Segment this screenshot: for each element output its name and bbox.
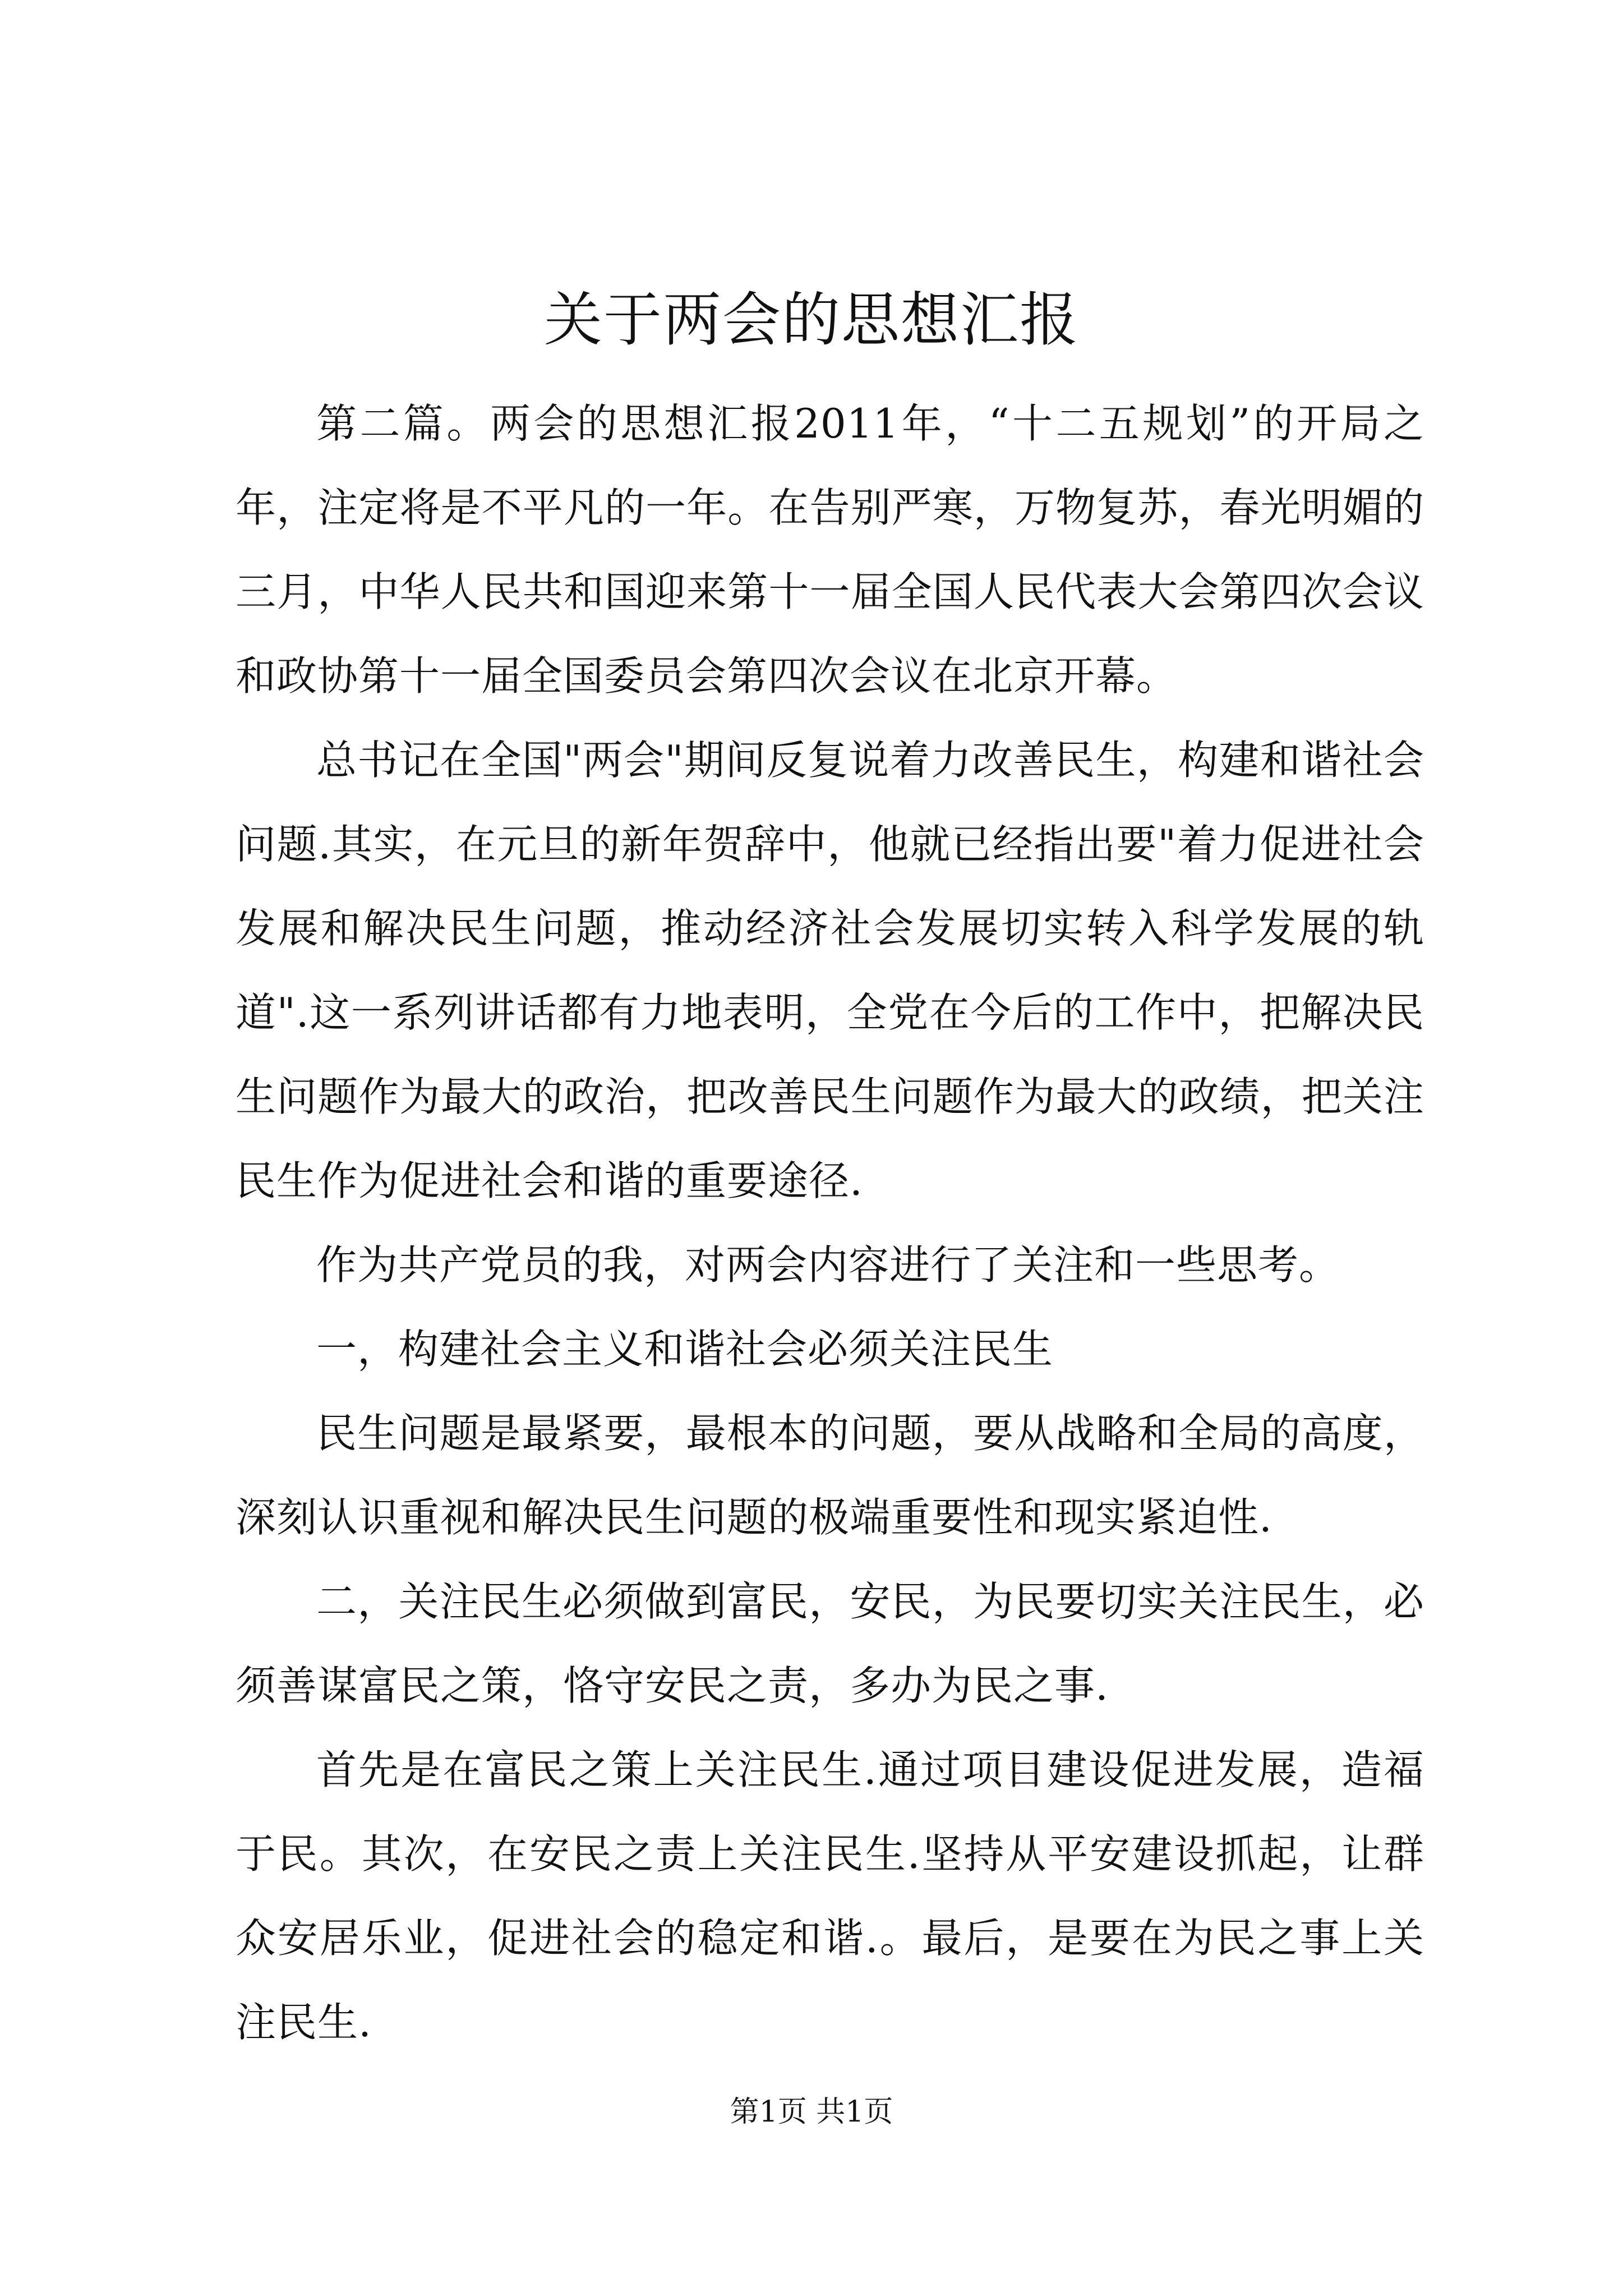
- page-number-footer: 第1页 共1页: [730, 2095, 893, 2129]
- paragraph-1: 第二篇。两会的思想汇报2011年，“十二五规划”的开局之年，注定将是不平凡的一年。在告别严寒，万物复苏，春光明媚的三月，中华人民共和国迎来第十一届全国人民代表大会第四次会议和政协第十一届全国委员会第四次会议在北京开幕。: [236, 400, 1424, 700]
- paragraph-7: 首先是在富民之策上关注民生.通过项目建设促进发展，造福于民。其次，在安民之责上关注民生.坚持从平安建设抓起，让群众安居乐业，促进社会的稳定和谐.。最后，是要在为民之事上关注民生.: [236, 1746, 1424, 2046]
- paragraph-4: 一，构建社会主义和谐社会必须关注民生: [316, 1326, 1054, 1373]
- document-body: [236, 381, 1424, 2064]
- paragraph-3: 作为共产党员的我，对两会内容进行了关注和一些思考。: [316, 1241, 1340, 1289]
- paragraph-5: 民生问题是最紧要，最根本的问题，要从战略和全局的高度，深刻认识重视和解决民生问题的极端重要性和现实紧迫性.: [236, 1410, 1424, 1541]
- paragraph-6: 二，关注民生必须做到富民，安民，为民要切实关注民生，必须善谋富民之策，恪守安民之责，多办为民之事.: [236, 1578, 1424, 1709]
- document-title: 关于两会的思想汇报: [543, 286, 1079, 354]
- paragraph-2: 总书记在全国"两会"期间反复说着力改善民生，构建和谐社会问题.其实，在元旦的新年贺辞中，他就已经指出要"着力促进社会发展和解决民生问题，推动经济社会发展切实转入科学发展的轨道".这一系列讲话都有力地表明，全党在今后的工作中，把解决民生问题作为最大的政治，把改善民生问题作为最大的政绩，把关注民生作为促进社会和谐的重要途径.: [236, 737, 1424, 1204]
